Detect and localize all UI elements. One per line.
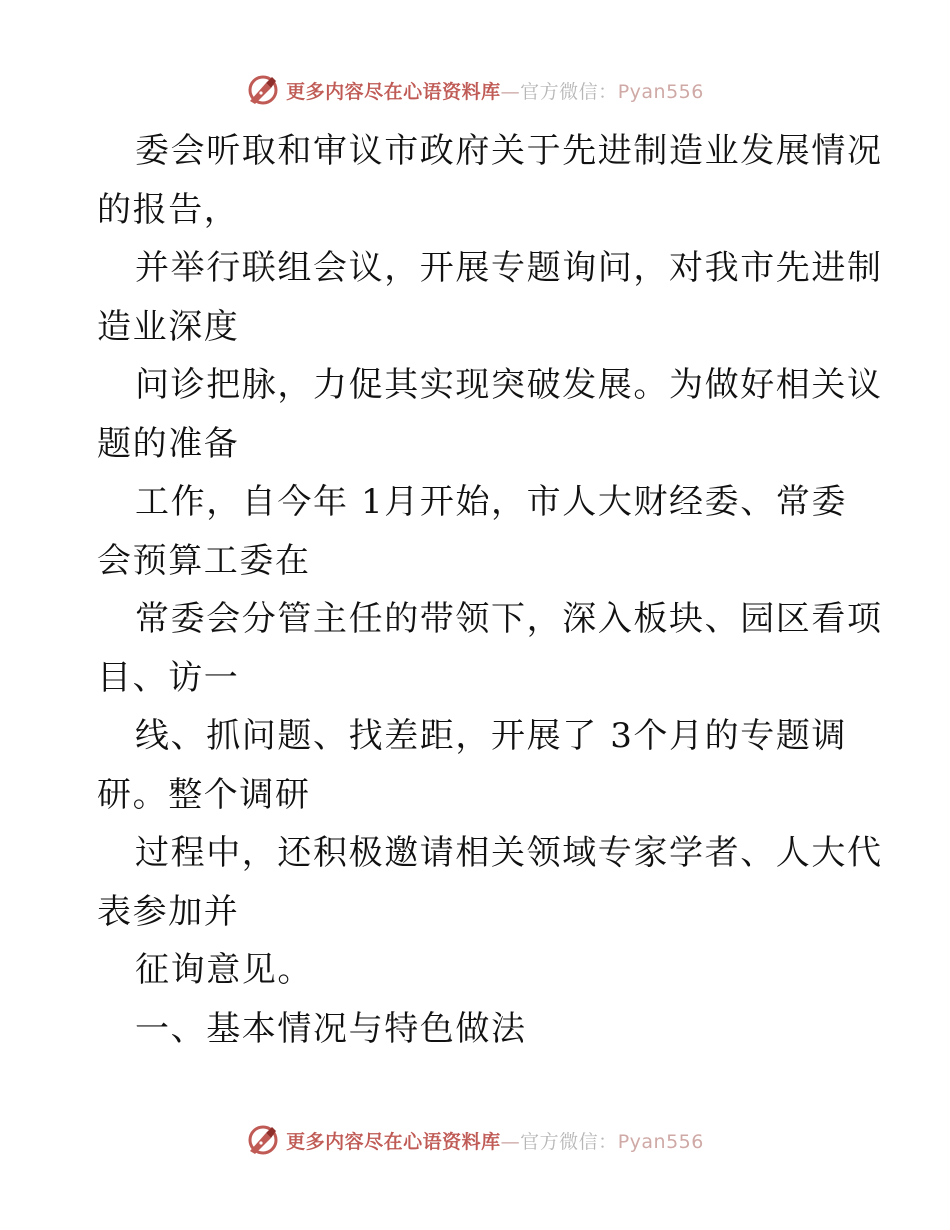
body-line: 表参加并 — [97, 891, 240, 932]
body-line: 问诊把脉，力促其实现突破发展。为做好相关议 — [135, 365, 883, 405]
body-line: 的报告， — [97, 189, 240, 230]
body-line: 过程中，还积极邀请相关领域专家学者、人大代 — [135, 833, 883, 873]
body-line: 造业深度 — [97, 306, 240, 347]
body-line: 常委会分管主任的带领下，深入板块、园区看项 — [135, 599, 883, 639]
pen-nib-logo-icon — [246, 1123, 280, 1157]
watermark-text: 更多内容尽在心语资料库—官方微信：Pyan556 — [286, 80, 704, 103]
section-heading: 一、基本情况与特色做法 — [135, 1008, 527, 1049]
body-line: 题的准备 — [97, 423, 240, 464]
body-line: 线、抓问题、找差距，开展了 3个月的专题调 — [135, 716, 848, 756]
watermark-text: 更多内容尽在心语资料库—官方微信：Pyan556 — [286, 1130, 704, 1153]
footer-watermark — [0, 1122, 950, 1158]
body-line: 会预算工委在 — [97, 540, 311, 581]
body-line: 目、访一 — [97, 657, 240, 698]
body-line: 征询意见。 — [135, 950, 313, 990]
body-line: 委会听取和审议市政府关于先进制造业发展情况 — [135, 131, 883, 171]
body-line: 工作，自今年 1月开始，市人大财经委、常委 — [135, 482, 848, 522]
document-body — [97, 122, 883, 1058]
body-line: 研。整个调研 — [97, 774, 311, 815]
pen-nib-logo-icon — [246, 73, 280, 107]
header-watermark — [0, 72, 950, 108]
body-line: 并举行联组会议，开展专题询问，对我市先进制 — [135, 248, 883, 288]
